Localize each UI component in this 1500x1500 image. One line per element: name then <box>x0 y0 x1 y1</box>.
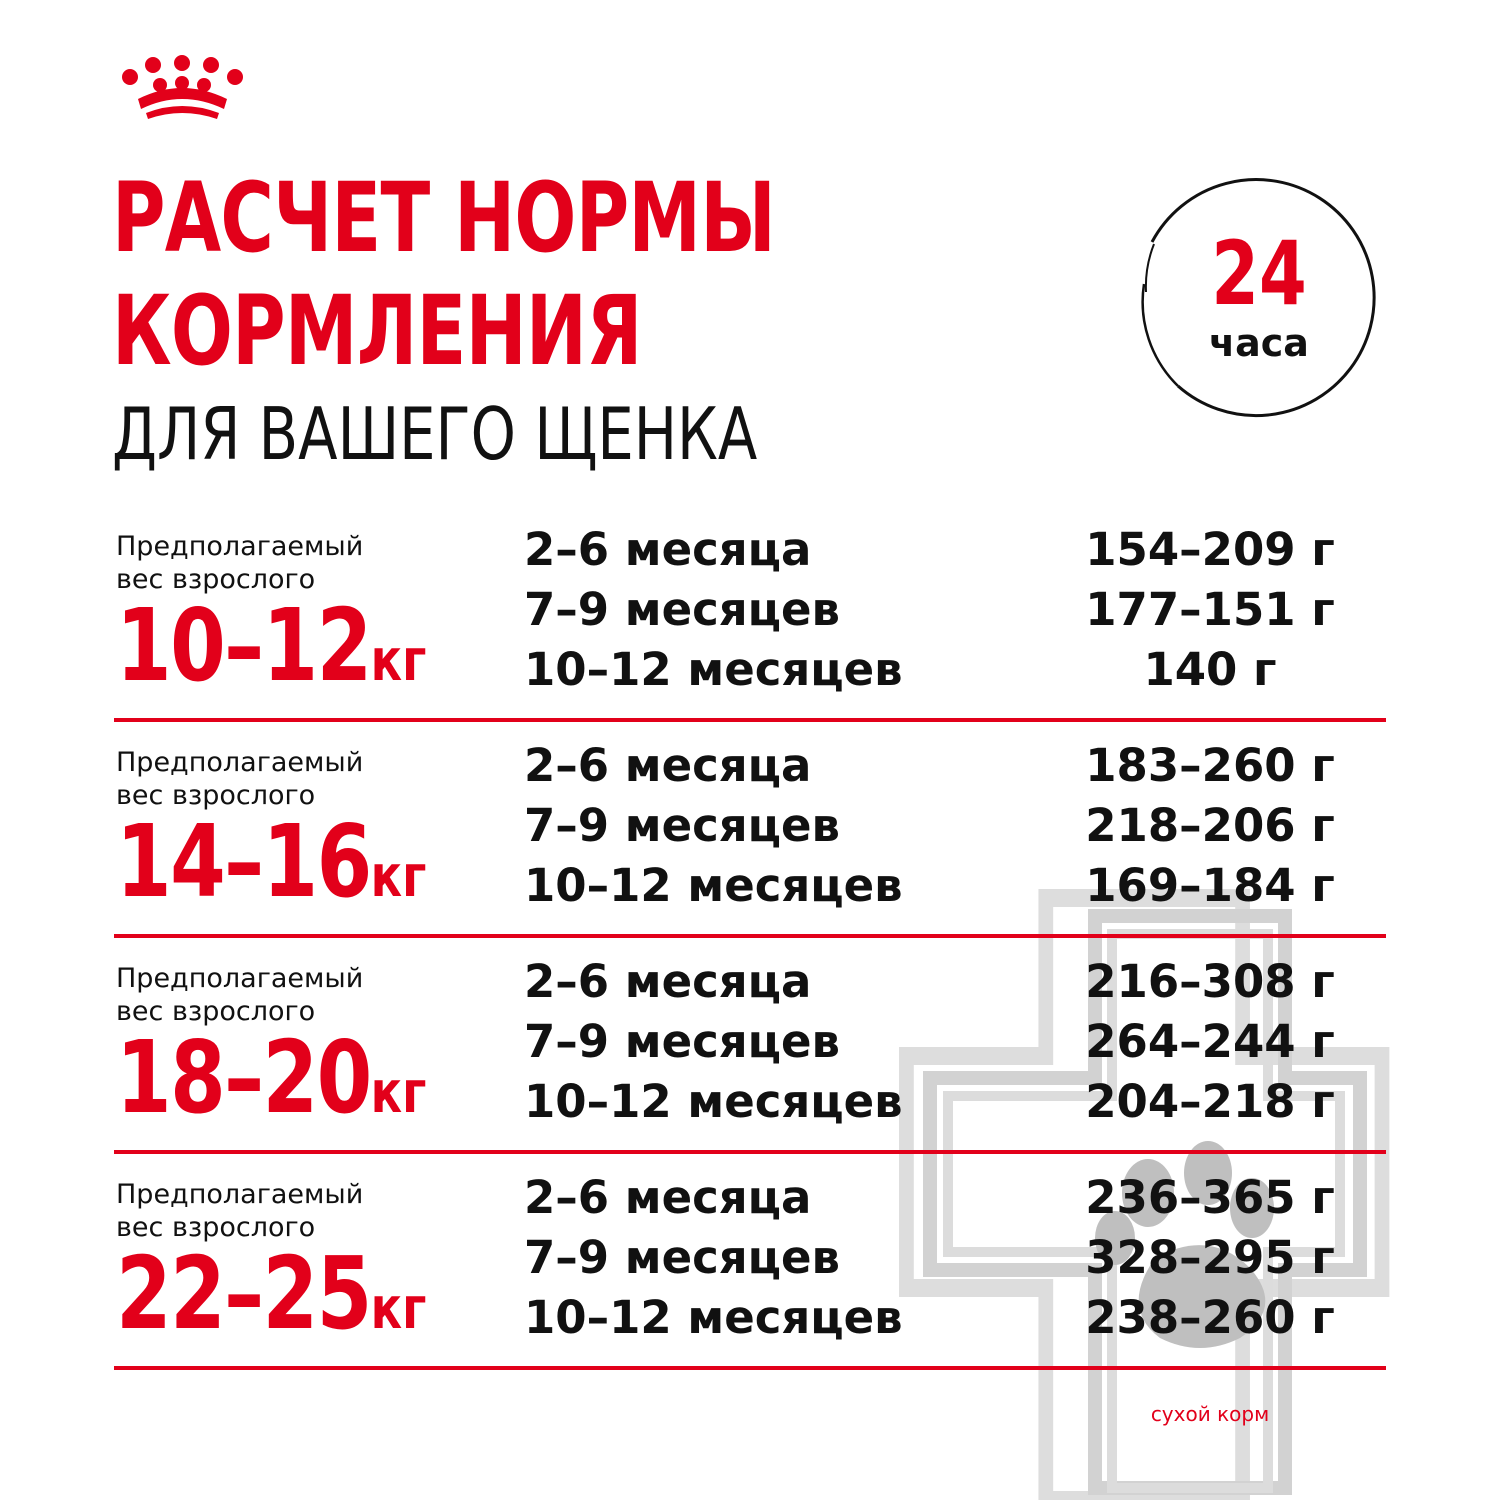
page-subtitle: ДЛЯ ВАШЕГО ЩЕНКА <box>112 392 758 476</box>
page-title-line2: КОРМЛЕНИЯ <box>112 275 642 387</box>
hours-unit: часа <box>1209 321 1309 365</box>
divider <box>114 1150 1386 1154</box>
table-row <box>0 736 1500 796</box>
weight-value: 22–25 <box>116 1235 371 1352</box>
table-row <box>0 1168 1500 1228</box>
age-range: 2–6 месяца <box>524 1171 812 1224</box>
divider <box>114 1366 1386 1370</box>
age-range: 10–12 месяцев <box>524 1075 903 1128</box>
daily-amount: 216–308 г <box>1085 955 1335 1008</box>
daily-amount: 328–295 г <box>1085 1231 1335 1284</box>
daily-amount: 140 г <box>1143 643 1277 696</box>
table-row <box>0 952 1500 1012</box>
table-row <box>0 856 1500 916</box>
daily-amount: 218–206 г <box>1085 799 1335 852</box>
group-label-line1: Предполагаемый <box>116 1179 364 1210</box>
weight-value: 10–12 <box>116 587 371 704</box>
weight-value: 18–20 <box>116 1019 371 1136</box>
group-label-line2: вес взрослого <box>116 780 316 811</box>
divider <box>114 718 1386 722</box>
age-range: 2–6 месяца <box>524 739 812 792</box>
table-row <box>0 1288 1500 1348</box>
table-row <box>0 580 1500 640</box>
group-label-line1: Предполагаемый <box>116 531 364 562</box>
weight-unit: кг <box>370 1274 427 1342</box>
weight-unit: кг <box>370 842 427 910</box>
weight-group-3 <box>0 952 1500 1168</box>
page-title-line1: РАСЧЕТ НОРМЫ <box>112 162 776 274</box>
group-label-line2: вес взрослого <box>116 1212 316 1243</box>
table-row <box>0 1072 1500 1132</box>
group-label-line2: вес взрослого <box>116 564 316 595</box>
table-row <box>0 640 1500 700</box>
weight-unit: кг <box>370 626 427 694</box>
table-row <box>0 796 1500 856</box>
daily-amount: 204–218 г <box>1085 1075 1335 1128</box>
age-range: 7–9 месяцев <box>524 1015 841 1068</box>
weight-group-1 <box>0 520 1500 736</box>
age-range: 2–6 месяца <box>524 523 812 576</box>
table-row <box>0 520 1500 580</box>
table-row <box>0 1012 1500 1072</box>
hours-badge <box>1130 172 1388 430</box>
age-range: 10–12 месяцев <box>524 1291 903 1344</box>
divider <box>114 934 1386 938</box>
daily-amount: 238–260 г <box>1085 1291 1335 1344</box>
hours-number: 24 <box>1211 222 1307 325</box>
age-range: 10–12 месяцев <box>524 859 903 912</box>
footnote: сухой корм <box>1150 1402 1270 1426</box>
group-label-line2: вес взрослого <box>116 996 316 1027</box>
weight-group-4 <box>0 1168 1500 1384</box>
group-label-line1: Предполагаемый <box>116 747 364 778</box>
weight-unit: кг <box>370 1058 427 1126</box>
age-range: 7–9 месяцев <box>524 583 841 636</box>
daily-amount: 154–209 г <box>1085 523 1335 576</box>
group-label-line1: Предполагаемый <box>116 963 364 994</box>
daily-amount: 264–244 г <box>1085 1015 1335 1068</box>
daily-amount: 169–184 г <box>1085 859 1335 912</box>
weight-value: 14–16 <box>116 803 371 920</box>
age-range: 10–12 месяцев <box>524 643 903 696</box>
daily-amount: 183–260 г <box>1085 739 1335 792</box>
age-range: 7–9 месяцев <box>524 799 841 852</box>
crown-icon <box>120 55 245 125</box>
daily-amount: 236–365 г <box>1085 1171 1335 1224</box>
weight-group-2 <box>0 736 1500 952</box>
table-row <box>0 1228 1500 1288</box>
age-range: 2–6 месяца <box>524 955 812 1008</box>
daily-amount: 177–151 г <box>1085 583 1335 636</box>
age-range: 7–9 месяцев <box>524 1231 841 1284</box>
